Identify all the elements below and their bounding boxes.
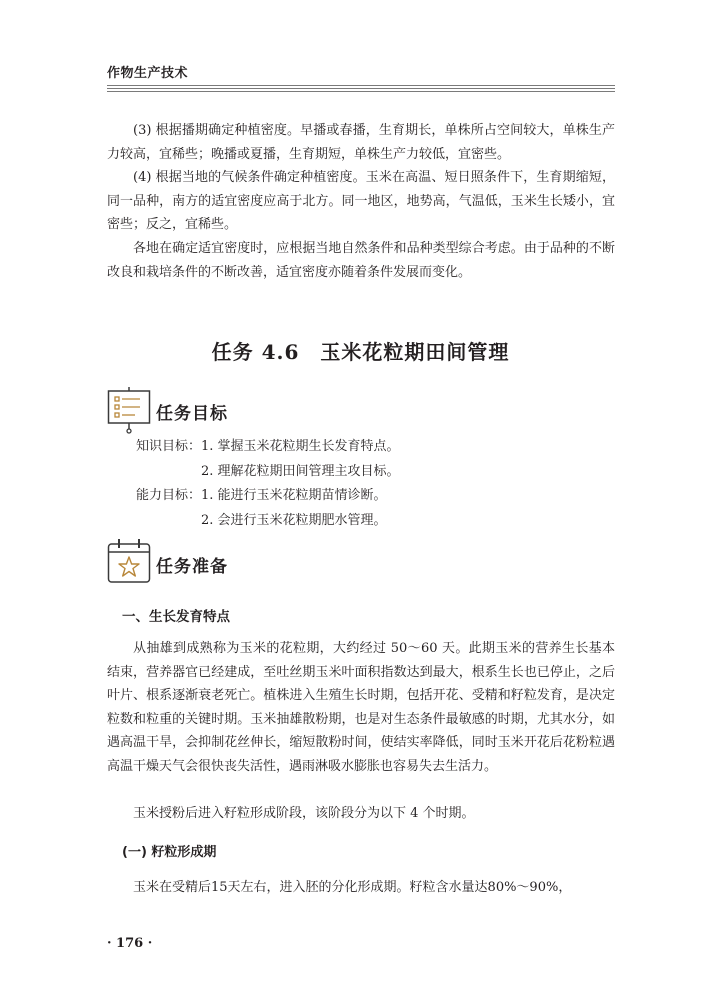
knowledge-label: 知识目标： <box>136 439 202 454</box>
paragraph: (3) 根据播期确定种植密度。早播或春播，生育期长，单株所占空间较大，单株生产力较高，宜稀些；晚播或夏播，生育期短，单株生产力较低，宜密些。 <box>107 123 615 162</box>
preparation-heading: 任务准备 <box>156 557 228 577</box>
paragraph: 各地在确定适宜密度时，应根据当地自然条件和品种类型综合考虑。由于品种的不断改良和栽培条件的不断改善，适宜密度亦随着条件发展而变化。 <box>107 241 615 280</box>
subsection-heading: (一) 籽粒形成期 <box>122 845 217 860</box>
task-title: 任务 4.6 玉米花粒期田间管理 <box>211 340 510 364</box>
section-heading: 一、生长发育特点 <box>122 609 230 625</box>
calendar-star-icon <box>107 537 151 589</box>
running-header: 作物生产技术 <box>107 66 189 81</box>
paragraph: 从抽雄到成熟称为玉米的花粒期，大约经过 50～60 天。此期玉米的营养生长基本结束，营养器官已经建成，至吐丝期玉米叶面积指数达到最大，根系生长也已停止，之后叶片、根系逐渐衰老死亡。植株进入生殖生长时期，包括开花、受精和籽粒发育，是决定粒数和粒重的关键时期。玉米抽雄散粉期，也是对生态条件最敏感的时期，尤其水分，如遇高温干旱，会抑制花丝伸长，缩短散粉时间，使结实率降低，同时玉米开花后花粉粒遇高温干燥天气会很快丧失活性，遇雨淋吸水膨胀也容易失去生活力。 <box>107 641 615 774</box>
objective-item: 2. 理解花粒期田间管理主攻目标。 <box>201 464 400 479</box>
presentation-board-icon <box>107 386 151 438</box>
objective-item: 1. 掌握玉米花粒期生长发育特点。 <box>201 439 400 454</box>
paragraph: (4) 根据当地的气候条件确定种植密度。玉米在高温、短日照条件下，生育期缩短，同一品种，南方的适宜密度应高于北方。同一地区，地势高，气温低，玉米生长矮小，宜密些；反之，宜稀些。 <box>107 170 615 232</box>
page-number: · 176 · <box>107 936 153 951</box>
objective-item: 1. 能进行玉米花粒期苗情诊断。 <box>201 488 387 503</box>
header-rule <box>107 85 615 86</box>
header-rule <box>107 88 615 89</box>
objective-item: 2. 会进行玉米花粒期肥水管理。 <box>201 513 387 528</box>
objectives-heading: 任务目标 <box>156 404 228 424</box>
paragraph: 玉米在受精后15天左右，进入胚的分化形成期。籽粒含水量达80%～90%， <box>133 880 572 895</box>
paragraph: 玉米授粉后进入籽粒形成阶段，该阶段分为以下 4 个时期。 <box>133 806 475 821</box>
header-rule <box>107 91 615 92</box>
ability-label: 能力目标： <box>136 488 202 503</box>
